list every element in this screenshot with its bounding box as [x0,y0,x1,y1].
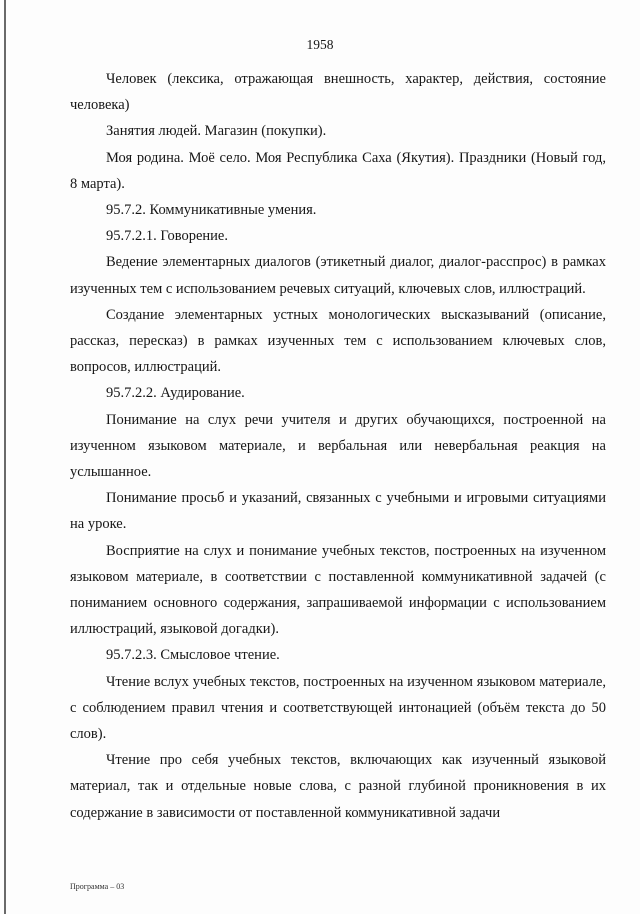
paragraph-homeland: Моя родина. Моё село. Моя Республика Саха (Якутия). Праздники (Новый год, 8 марта). [70,149,606,192]
paragraph-listening-texts: Восприятие на слух и понимание учебных текстов, построенных на изученном языковом материале, в соответствии с поставленной коммуникативной задачей (с пониманием основного содержания, запрашиваемой информации с использованием иллюстраций, языковой догадки). [70,542,606,638]
paragraph-silent-reading: Чтение про себя учебных текстов, включающих как изученный языковой материал, так и отдельные новые слова, с разной глубиной проникновения в их содержание в зависимости от поставленной коммуникативной задачи [70,752,606,821]
paragraph-monologues: Создание элементарных устных монологических высказываний (описание, рассказ, пересказ) в рамках изученных тем с использованием ключевых слов, вопросов, иллюстраций. [70,306,606,376]
paragraph-reading-aloud: Чтение вслух учебных текстов, построенных на изученном языковом материале, с соблюдением правил чтения и соответствующей интонацией (объём текста до 50 слов). [70,673,606,743]
section-heading-reading: 95.7.2.3. Смысловое чтение. [106,647,280,664]
paragraph-person-vocabulary: Человек (лексика, отражающая внешность, характер, действия, состояние человека) [70,71,606,114]
scan-edge-line [4,0,6,914]
section-heading-listening: 95.7.2.2. Аудирование. [106,385,245,402]
paragraph-understanding-speech: Понимание на слух речи учителя и других обучающихся, построенной на изученном языковом материале, и вербальная или невербальная реакция на услышанное. [70,411,606,481]
section-heading-speaking: 95.7.2.1. Говорение. [106,228,228,245]
paragraph-occupations: Занятия людей. Магазин (покупки). [106,123,327,140]
document-body [70,66,606,826]
page-footer: Программа – 03 [70,882,125,891]
page-number: 1958 [306,37,334,52]
paragraph-dialogues: Ведение элементарных диалогов (этикетный диалог, диалог-расспрос) в рамках изученных тем с использованием речевых ситуаций, ключевых слов, иллюстраций. [70,254,606,297]
section-heading-communicative-skills: 95.7.2. Коммуникативные умения. [106,202,317,219]
paragraph-understanding-requests: Понимание просьб и указаний, связанных с учебными и игровыми ситуациями на уроке. [70,490,606,533]
